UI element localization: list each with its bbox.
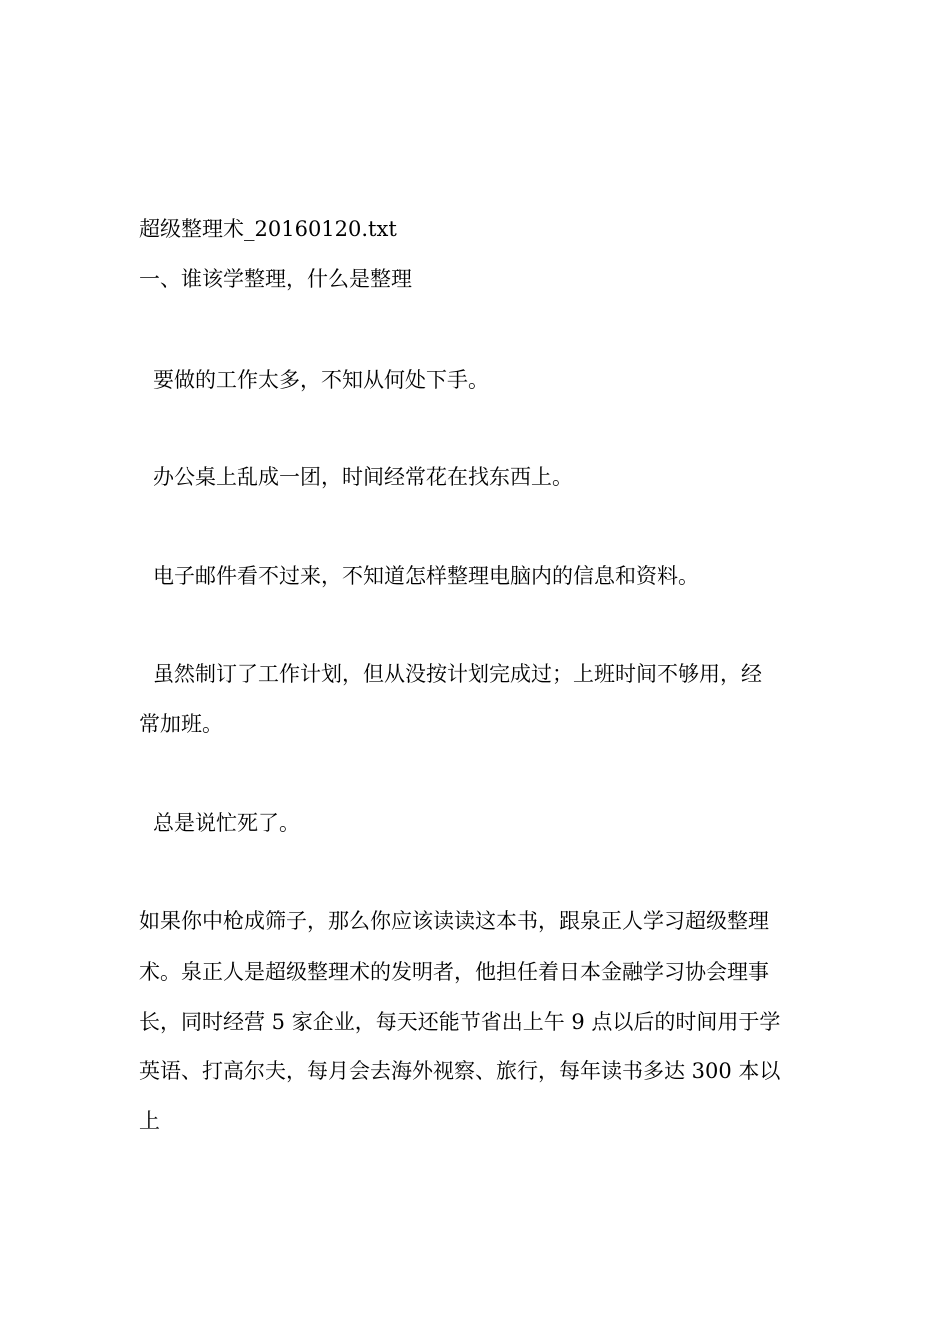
paragraph-line: 英语、打高尔夫，每月会去海外视察、旅行，每年读书多达 300 本以 [139,1059,781,1083]
paragraph-line: 术。泉正人是超级整理术的发明者，他担任着日本金融学习协会理事 [139,960,769,984]
symptom-line: 总是说忙死了。 [153,811,300,835]
symptom-line-continued: 常加班。 [139,712,223,736]
symptom-line: 电子邮件看不过来，不知道怎样整理电脑内的信息和资料。 [153,564,699,588]
file-name: 超级整理术_20160120.txt [139,217,397,241]
symptom-line: 要做的工作太多，不知从何处下手。 [153,368,489,392]
symptom-line: 办公桌上乱成一团，时间经常花在找东西上。 [153,465,573,489]
section-heading: 一、谁该学整理，什么是整理 [139,267,412,291]
paragraph-line: 上 [139,1109,160,1133]
paragraph-line: 如果你中枪成筛子，那么你应该读读这本书，跟泉正人学习超级整理 [139,909,769,933]
paragraph-line: 长，同时经营 5 家企业，每天还能节省出上午 9 点以后的时间用于学 [139,1010,781,1034]
symptom-line: 虽然制订了工作计划，但从没按计划完成过；上班时间不够用，经 [153,662,762,686]
